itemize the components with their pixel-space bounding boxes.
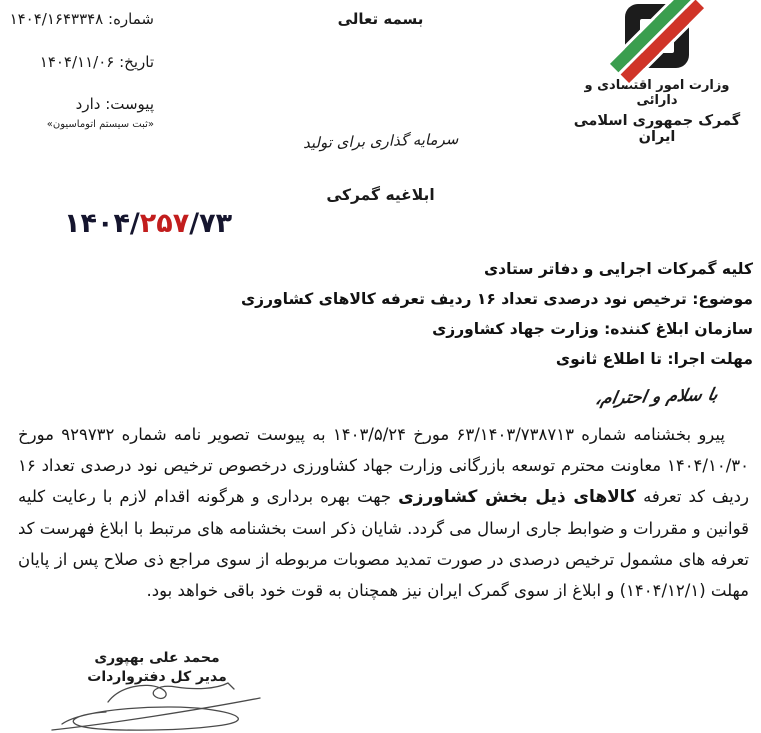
customs-logo-icon [625, 4, 689, 68]
body-part2: جهت بهره برداری و هرگونه اقدام لازم با رعایت کلیه قوانین و مقررات و ضوابط جاری ارسال می گردد. شایان ذکر است بخشنامه های مرتبط با ابلاغ فهرست کد تعرفه های مشمول ترخیص درصدی در صورت تمدید مصوبات مربوطه از سوی مراجع ذی صلاح پس از پایان مهلت (۱۴۰۴/۱۲/۱) و ابلاغ از سوی گمرک ایران نیز همچنان به قوت خود باقی خواهد بود. [18, 487, 749, 600]
letter-number: شماره: ۱۴۰۴/۱۶۴۳۳۴۸ [9, 10, 154, 28]
reference-number-prefix: ۱۴۰۴/ [64, 208, 140, 239]
letter-meta-block [6, 10, 154, 130]
organization-name: گمرک جمهوری اسلامی ایران [573, 113, 741, 145]
slogan-label: سرمایه گذاری برای تولید [302, 129, 459, 153]
salutation-script: با سلام و احترام، [593, 384, 720, 410]
deadline-line: مهلت اجرا: تا اطلاع ثانوی [555, 350, 753, 368]
handwritten-signature [48, 680, 268, 732]
signer-name: محمد علی بهپوری [94, 650, 220, 666]
issuer-line: سازمان ابلاغ کننده: وزارت جهاد کشاورزی [432, 320, 753, 338]
subject-line: موضوع: ترخیص نود درصدی تعداد ۱۶ ردیف تعرفه کالاهای کشاورزی [240, 290, 753, 308]
reference-number-highlight: ۲۵۷ [139, 208, 190, 239]
letter-date: تاریخ: ۱۴۰۴/۱۱/۰۶ [39, 53, 154, 71]
ministry-name: وزارت امور اقتصادی و دارائی [584, 78, 730, 108]
body-bold-phrase: کالاهای ذیل بخش کشاورزی [398, 487, 637, 507]
reference-number [64, 208, 232, 239]
automation-note: «ثبت سیستم اتوماسیون» [46, 119, 154, 130]
letter-body [18, 419, 749, 606]
letter-attachment: پیوست: دارد [75, 95, 154, 113]
recipients-block [241, 254, 753, 374]
body-part1: پیرو بخشنامه شماره ۶۳/۱۴۰۳/۷۳۸۷۱۳ مورخ ۱۴۰۳/۵/۲۴ به پیوست تصویر نامه شماره ۹۲۹۷۳۲ مورخ ۱۴۰۴/۱۰/۳۰ معاونت محترم توسعه بازرگانی وزارت جهاد کشاورزی درخصوص ترخیص نود درصدی تعداد ۱۶ ردیف کد تعرفه [18, 425, 749, 506]
signer-title: مدیر کل دفترواردات [87, 669, 227, 685]
reference-number-suffix: /۷۳ [189, 208, 233, 239]
document-type-title: ابلاغیه گمرکی [326, 186, 435, 204]
logo-diagonal-band [606, 0, 709, 87]
recipients-to-line: کلیه گمرکات اجرایی و دفاتر ستادی [483, 260, 753, 278]
customs-brand-block [565, 4, 749, 145]
bismillah-text: بسمه تعالی [337, 10, 424, 28]
